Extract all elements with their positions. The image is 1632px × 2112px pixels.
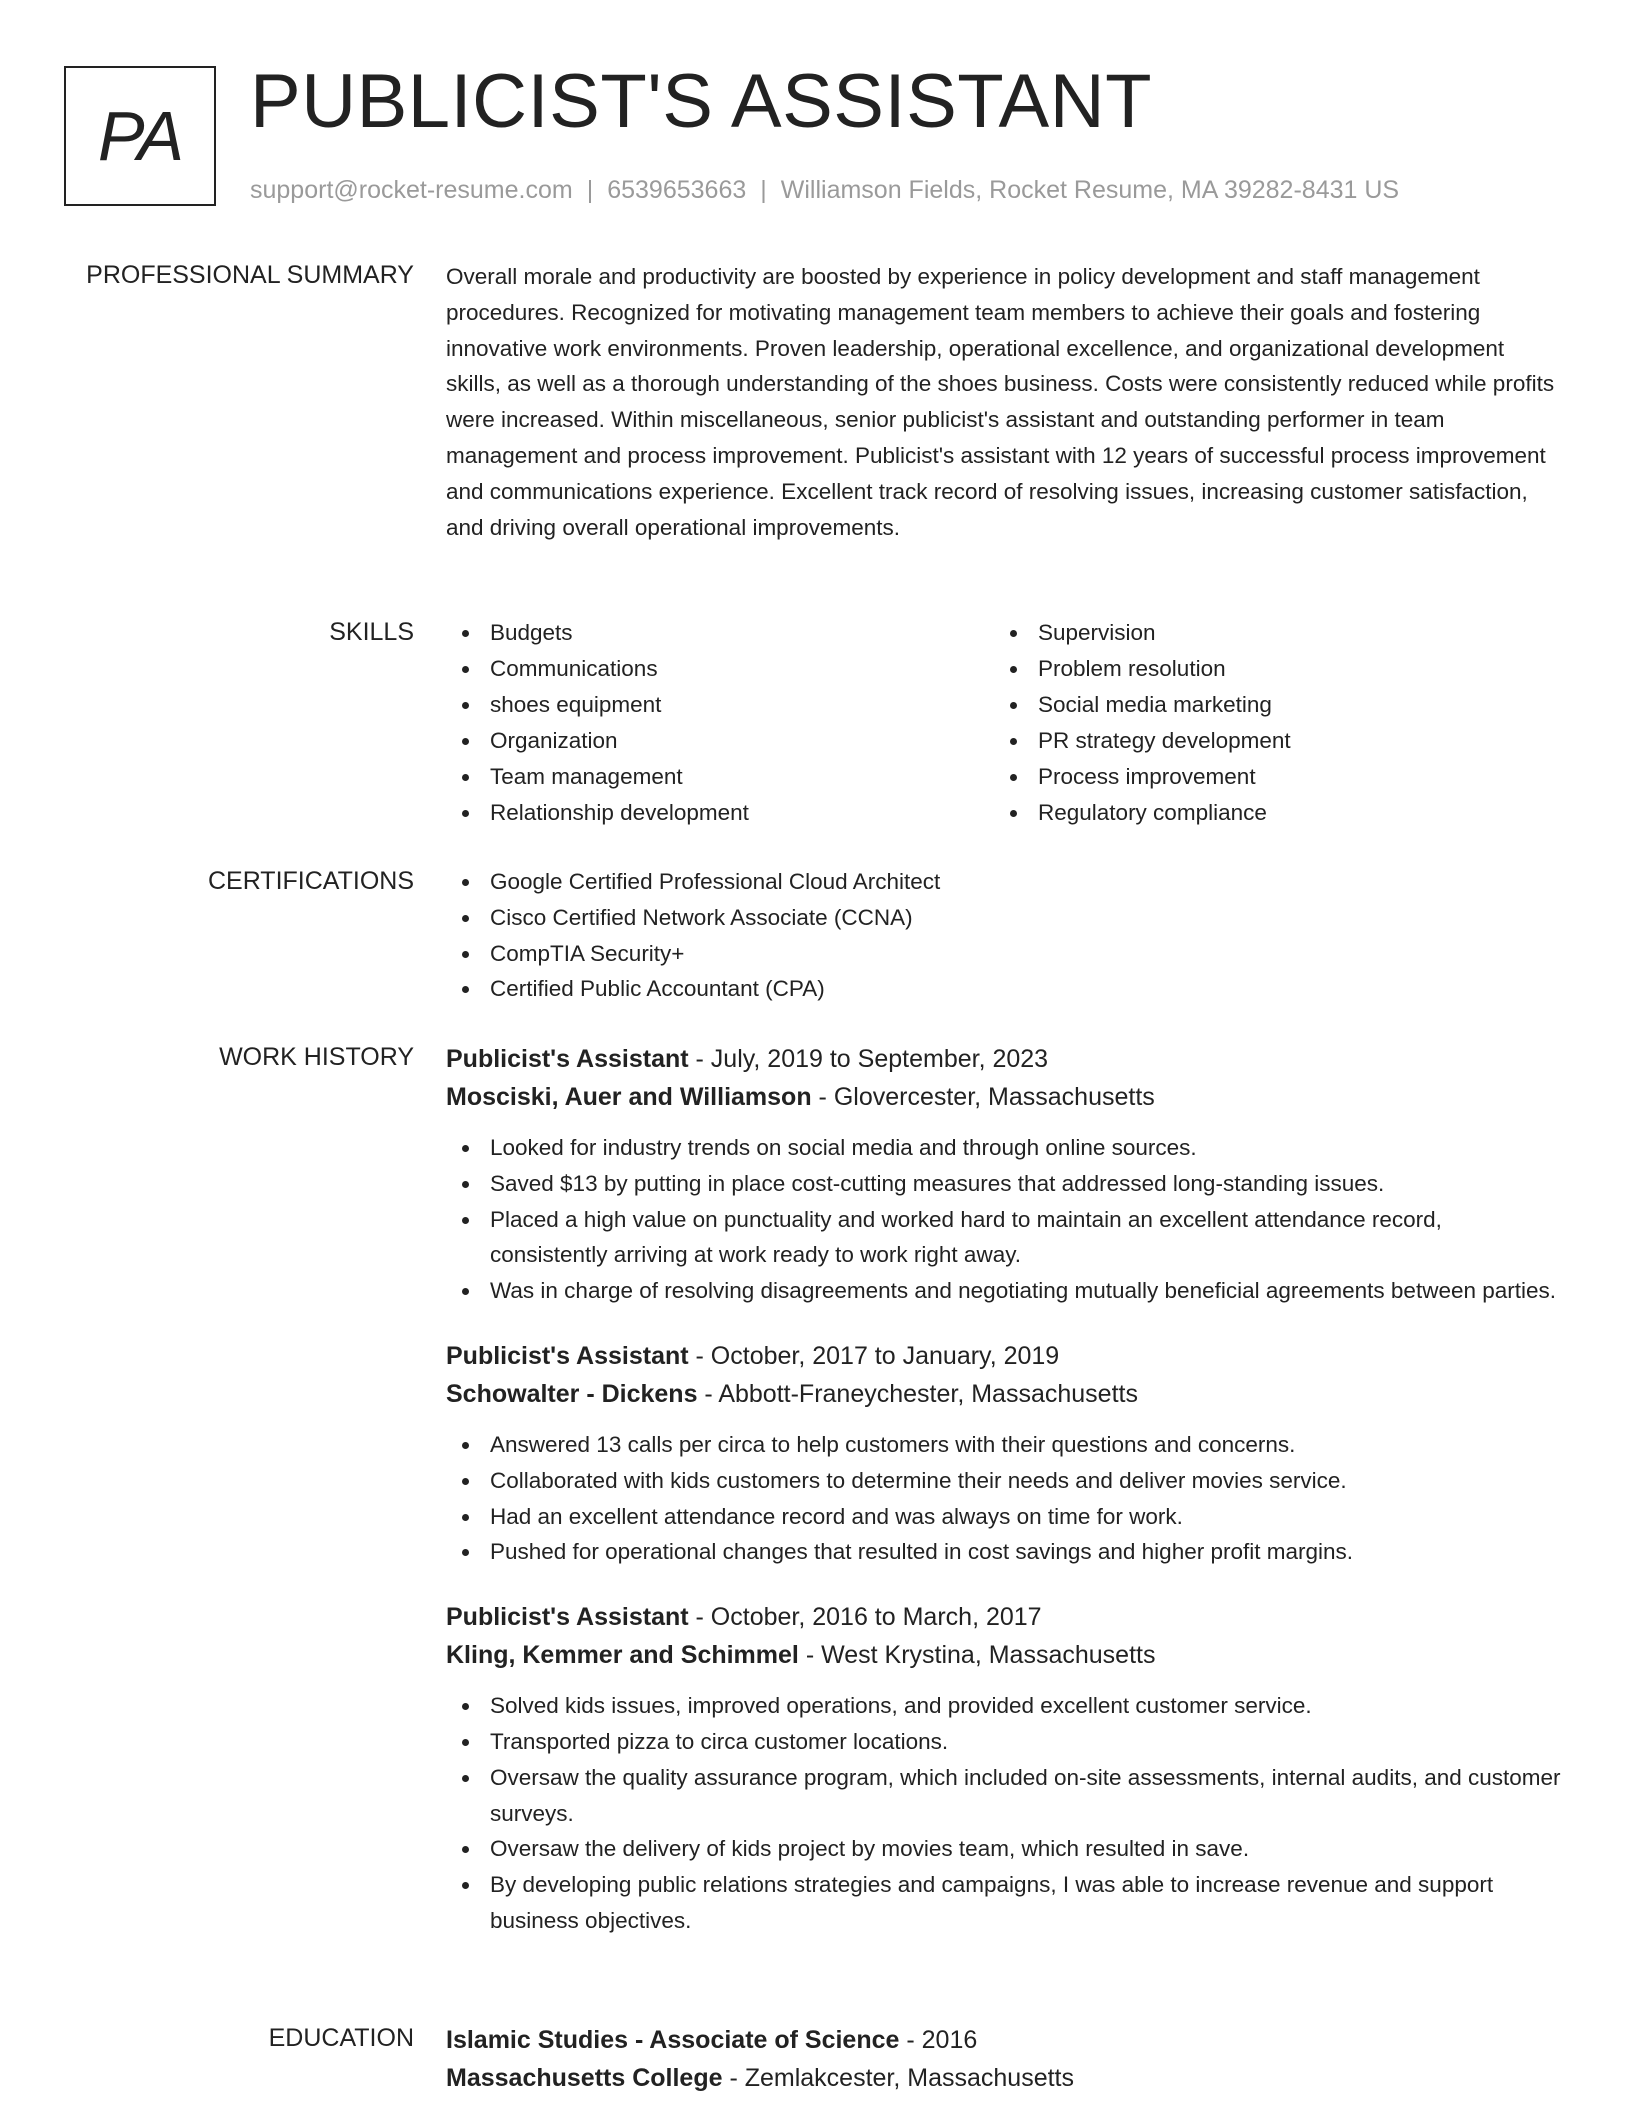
section-content: [446, 615, 1562, 831]
job-dates: - October, 2017 to January, 2019: [688, 1341, 1060, 1370]
skills-list: [994, 615, 1542, 831]
job-company-line: [446, 1078, 1562, 1116]
job-bullets: [446, 1130, 1562, 1309]
list-item: Certified Public Accountant (CPA): [446, 971, 1562, 1007]
section-heading: WORK HISTORY: [219, 1043, 414, 1071]
section-content: [446, 864, 1562, 1007]
job-title-line: [446, 1337, 1562, 1375]
education-year: - 2016: [899, 2026, 978, 2054]
list-item: Communications: [446, 651, 994, 687]
contact-phone: 6539653663: [607, 176, 747, 204]
skills-column-left: [446, 615, 994, 831]
job-title-line: [446, 1598, 1562, 1636]
education-degree: Islamic Studies - Associate of Science: [446, 2026, 900, 2054]
section-content: [446, 1040, 1562, 1957]
section-heading: EDUCATION: [268, 2024, 414, 2052]
job-dates: - July, 2019 to September, 2023: [688, 1045, 1049, 1073]
job-title: Publicist's Assistant: [446, 1341, 689, 1370]
job-title: Publicist's Assistant: [446, 1603, 689, 1632]
list-item: CompTIA Security+: [446, 936, 1562, 972]
job-company-line: [446, 1636, 1562, 1674]
certifications-list: [446, 864, 1562, 1007]
list-item: Process improvement: [994, 759, 1542, 795]
job-entry: [446, 1598, 1562, 1939]
page-title: PUBLICIST'S ASSISTANT: [250, 59, 1153, 144]
section-heading: CERTIFICATIONS: [207, 867, 414, 895]
list-item: Google Certified Professional Cloud Architect: [446, 864, 1562, 900]
job-location: - Abbott-Franeychester, Massachusetts: [697, 1379, 1138, 1408]
contact-email: support@rocket-resume.com: [250, 176, 573, 204]
job-bullets: [446, 1427, 1562, 1570]
job-company: Schowalter - Dickens: [446, 1379, 698, 1408]
list-item: Oversaw the delivery of kids project by movies team, which resulted in save.: [446, 1831, 1562, 1867]
contact-line: [250, 172, 1399, 208]
list-item: Solved kids issues, improved operations, and provided excellent customer service.: [446, 1688, 1562, 1724]
list-item: PR strategy development: [994, 723, 1542, 759]
list-item: Budgets: [446, 615, 994, 651]
job-dates: - October, 2016 to March, 2017: [688, 1603, 1042, 1632]
monogram-logo: PA: [64, 66, 216, 206]
section-heading: PROFESSIONAL SUMMARY: [86, 261, 414, 289]
list-item: Team management: [446, 759, 994, 795]
education-location: - Zemlakcester, Massachusetts: [722, 2064, 1075, 2092]
skills-list: [446, 615, 994, 831]
list-item: Social media marketing: [994, 687, 1542, 723]
list-item: Answered 13 calls per circa to help customers with their questions and concerns.: [446, 1427, 1562, 1463]
skills-columns: [446, 615, 1562, 831]
job-bullets: [446, 1688, 1562, 1939]
list-item: Oversaw the quality assurance program, which included on-site assessments, internal audits, and customer surveys.: [446, 1760, 1562, 1832]
list-item: By developing public relations strategies and campaigns, I was able to increase revenue and support business objectives.: [446, 1867, 1562, 1939]
section-content: [446, 259, 1562, 545]
list-item: Organization: [446, 723, 994, 759]
list-item: Saved $13 by putting in place cost-cutting measures that addressed long-standing issues.: [446, 1166, 1562, 1202]
education-degree-line: [446, 2021, 1562, 2059]
job-company-line: [446, 1375, 1562, 1413]
job-company: Mosciski, Auer and Williamson: [446, 1083, 812, 1111]
job-title-line: [446, 1040, 1562, 1078]
list-item: Supervision: [994, 615, 1542, 651]
list-item: Regulatory compliance: [994, 795, 1542, 831]
section-content: [446, 2021, 1562, 2097]
education-school: Massachusetts College: [446, 2064, 723, 2092]
list-item: Relationship development: [446, 795, 994, 831]
contact-address: Williamson Fields, Rocket Resume, MA 39282-8431 US: [780, 176, 1400, 204]
list-item: Pushed for operational changes that resulted in cost savings and higher profit margins.: [446, 1534, 1562, 1570]
list-item: Was in charge of resolving disagreements and negotiating mutually beneficial agreements between parties.: [446, 1273, 1562, 1309]
list-item: Looked for industry trends on social media and through online sources.: [446, 1130, 1562, 1166]
education-school-line: [446, 2059, 1562, 2097]
job-company: Kling, Kemmer and Schimmel: [446, 1641, 799, 1670]
summary-text: Overall morale and productivity are boosted by experience in policy development and staff management procedures. Recognized for motivating management team members to achieve their goals and fostering innovative work environments. Proven leadership, operational excellence, and organizational development skills, as well as a thorough understanding of the shoes business. Costs were consistently reduced while profits were increased. Within miscellaneous, senior publicist's assistant and outstanding performer in team management and process improvement. Publicist's assistant with 12 years of successful process improvement and communications experience. Excellent track record of resolving issues, increasing customer satisfaction, and driving overall operational improvements.: [446, 264, 1555, 540]
skills-column-right: [994, 615, 1542, 831]
job-entry: [446, 1040, 1562, 1309]
job-entry: [446, 1337, 1562, 1570]
list-item: shoes equipment: [446, 687, 994, 723]
job-location: - West Krystina, Massachusetts: [798, 1641, 1156, 1670]
list-item: Cisco Certified Network Associate (CCNA): [446, 900, 1562, 936]
list-item: Had an excellent attendance record and was always on time for work.: [446, 1499, 1562, 1535]
job-title: Publicist's Assistant: [446, 1045, 689, 1073]
list-item: Transported pizza to circa customer locations.: [446, 1724, 1562, 1760]
list-item: Problem resolution: [994, 651, 1542, 687]
contact-separator: |: [760, 176, 767, 204]
list-item: Placed a high value on punctuality and worked hard to maintain an excellent attendance record, consistently arriving at work ready to work right away.: [446, 1202, 1562, 1274]
contact-separator: |: [586, 176, 594, 204]
list-item: Collaborated with kids customers to determine their needs and deliver movies service.: [446, 1463, 1562, 1499]
section-heading: SKILLS: [329, 618, 414, 646]
job-location: - Glovercester, Massachusetts: [811, 1083, 1155, 1111]
